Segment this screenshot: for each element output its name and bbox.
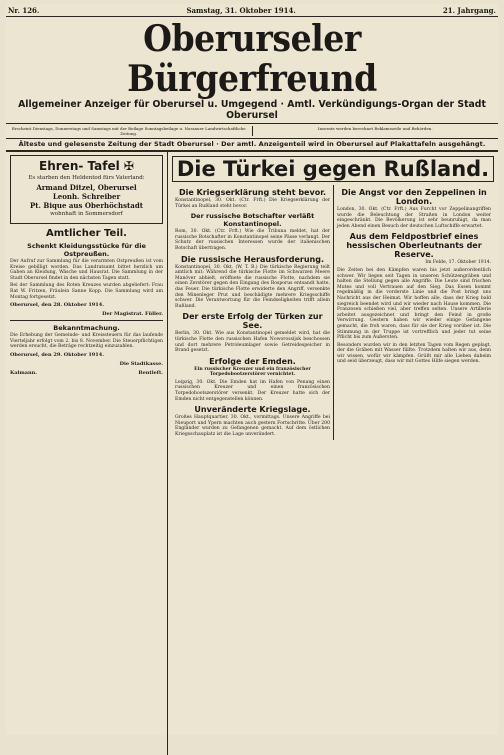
article-title: Die Angst vor den Zeppelinen in London.: [341, 188, 487, 206]
official-section-title: Amtlicher Teil.: [46, 228, 127, 239]
article-title: Die russische Herausforderung.: [180, 254, 324, 264]
info-right: Inserate werden berechnet Reklamezeile und Behörden.: [252, 126, 499, 136]
newspaper-page: [6, 4, 498, 735]
article-title: Unveränderte Kriegslage.: [194, 405, 311, 415]
iron-cross-icon: ✠: [123, 159, 134, 173]
honor-roll-intro: Es starben den Heldentod fürs Vaterland:: [28, 175, 145, 181]
article-title: Der russische Botschafter verläßt Konstantinopel.: [190, 212, 315, 229]
signature: [10, 352, 163, 358]
announcement-title: Bekanntmachung.: [53, 324, 120, 333]
main-subcolumns: [172, 185, 494, 440]
column-left: [6, 152, 168, 755]
article-title: Aus dem Feldpostbrief eines hessischen Oberleutnants der Reserve.: [346, 232, 482, 260]
masthead: Oberurseler Bürgerfreund: [127, 18, 377, 100]
signature-left: Kalmann.: [10, 369, 38, 376]
honor-note: wohnhaft in Sommersdorf: [50, 211, 123, 217]
article-text: Konstantinopel, 30. Okt. (Ctr. Frft.) Die Kriegserklärung der Türkei an Rußland steht bevor.: [175, 198, 330, 209]
subtitle: Allgemeiner Anzeiger für Oberursel u. Umgegend · Amtl. Verkündigungs-Organ der Stadt Oberursel: [6, 99, 498, 124]
info-bar: [6, 124, 498, 139]
columns: [6, 152, 498, 755]
signature-place: Oberursel, den 28. Oktober 1914.: [10, 302, 104, 309]
signature-right: Bentleft.: [138, 369, 163, 376]
column-main: [168, 152, 498, 755]
dateline: [6, 4, 498, 17]
article-text: Besonders wurden wir in den letzten Tagen vom Regen geplagt, der die Gräben mit Wasser füllte. Trotzdem halten wir aus, denn wir wissen, wofür wir kämpfen. Grüßt mir alle Lieben daheim und seid überzeugt, dass wir mit Gottes Hilfe siegen werden.: [337, 342, 491, 365]
issue-date: Samstag, 31. Oktober 1914.: [186, 6, 296, 15]
article-title: Die Kriegserklärung steht bevor.: [178, 188, 327, 197]
subcolumn-right: [333, 185, 494, 440]
signature: [10, 302, 163, 308]
honor-roll-title: [14, 159, 159, 173]
signature-name: Der Magistrat. Füller.: [102, 311, 163, 318]
honor-name: Pt. Bique aus Oberhöchstadt: [30, 201, 143, 210]
article-title: Erfolge der Emden.: [209, 356, 296, 366]
article-text: Berlin, 30. Okt. Wie aus Konstantinopel gemeldet wird, hat die türkische Flotte den russischen Hafen Noworossijsk beschossen und dort mehrere Petroleumlager sowie Getreidespeicher in Brand gesetzt.: [175, 331, 330, 354]
article-text: London, 30. Okt. (Ctr. Frft.) Aus Furcht vor Zeppelinangriffen wurde die Beleuchtung der Straßen in London weiter eingeschränkt. Die Bevölkerung ist sehr beunruhigt, da man jeden Abend einen Besuch der deutschen Luftschiffe erwartet.: [337, 207, 491, 229]
article-text: Leipzig, 30. Okt. Die Emden hat im Hafen von Penang einen russischen Kreuzer und einen französischen Torpedobootszerstörer versenkt. Der Kreuzer hatte sich der Emden nicht entgegenstellen können.: [175, 379, 330, 402]
signature: [10, 311, 163, 317]
letter-place: Im Felde, 17. Oktober 1914.: [425, 260, 491, 266]
article-title: Schenkt Kleidungsstücke für die Ostpreußen.: [27, 242, 146, 258]
article-text: Konstantinopel, 30. Okt. (W. T. B.) Die türkische Regierung teilt amtlich mit: Während die türkische Flotte im Schwarzen Meere Manöver abhielt, eröffnete die russische Flotte, nachdem sie einen Zerstörer gegen den Eingang des Bosporus entsandt hatte, das Feuer. Die türkische Flotte erwiderte den Angriff, versenkte den Minenleger Prut und beschädigte mehrere Kriegsschiffe schwer. Die Verantwortung für die Feindseligkeiten trifft allein Rußland.: [175, 264, 330, 309]
main-headline: Die Türkei gegen Rußland.: [172, 156, 494, 182]
issue-number: Nr. 126.: [8, 6, 40, 15]
honor-name: Armand Ditzel, Oberursel: [36, 183, 137, 192]
signature-name: Die Stadtkasse.: [119, 360, 163, 367]
article-text: Der Aufruf zur Sammlung für die verarmten Ostpreußen ist vom Kreise gebilligt worden. Das Landratsamt bittet herzlich um Gaben an Kleidung, Wäsche und Hausrat. Die Sammlung in der Stadt Oberursel findet in den nächsten Tagen statt.: [10, 259, 163, 281]
article-text: Die Zeiten bei den Kämpfen waren bis jetzt außerordentlich schwer. Wir liegen seit Tagen in unseren Schützengräben und halten die Stellung gegen alle Angriffe. Die Leute sind frischen Mutes und voll Vertrauen auf den Sieg. Das Essen kommt regelmäßig in die vorderste Linie und die Post bringt uns Nachricht aus der Heimat. Wir hoffen alle, dass der Krieg bald siegreich beendet wird und wir wieder nach Hause kommen. Die Franzosen schießen viel, aber treffen selten. Unsere Artillerie arbeitet ausgezeichnet und bringt den Feind in große Verwirrung. Gestern haben wir wieder einige Gefangene gemacht, die froh waren, dass für sie der Krieg vorüber ist. Die Stimmung in der Truppe ist vortrefflich und jeder tut seine Pflicht bis zum Äußersten.: [337, 267, 491, 341]
subcolumn-left: [172, 185, 333, 440]
info-left: Erscheint Dienstags, Donnerstags und Samstags mit der Beilage Sonntagsbeilage u. Nassauer Landwirtschaftliche Zeitung.: [11, 126, 246, 136]
article-text: Rom, 30. Okt. (Ctr. Frft.) Wie die Tribuna meldet, hat der russische Botschafter in Konstantinopel seine Pässe verlangt. Der Schutz der russischen Interessen wurde der italienischen Botschaft übertragen.: [175, 229, 330, 251]
banner: Älteste und gelesenste Zeitung der Stadt Oberursel · Der amtl. Anzeigenteil wird in Oberursel auf Plakattafeln ausgehängt.: [6, 139, 498, 152]
article-title: Der erste Erfolg der Türken zur See.: [182, 312, 323, 331]
article-text: Bei der Sammlung des Roten Kreuzes wurden abgeliefert: Frau Rat W. Fritzen, Fräulein Sanne Kopp. Die Sammlung wird am Montag fortgesetzt.: [10, 283, 163, 300]
signature: [10, 370, 163, 376]
divider: [10, 320, 163, 321]
article-subtitle: Ein russischer Kreuzer und ein französischer Torpedobootzerstörer vernichtet.: [194, 366, 311, 378]
volume: 21. Jahrgang.: [442, 6, 496, 15]
signature: [10, 361, 163, 367]
honor-roll: [10, 155, 163, 224]
honor-name: Leonh. Schreiber: [52, 192, 121, 201]
honor-roll-title-text: Ehren- Tafel: [39, 159, 120, 173]
signature-place: Oberursel, den 29. Oktober 1914.: [10, 351, 104, 358]
article-text: Die Erhebung der Gemeinde- und Kreissteuern für das laufende Vierteljahr erfolgt vom 2. bis 8. November. Die Steuerpflichtigen werden ersucht, die Beträge rechtzeitig einzuzahlen.: [10, 333, 163, 350]
article-text: Großes Hauptquartier, 30. Okt., vormittags. Unsere Angriffe bei Nieuport und Ypern machten auch gestern Fortschritte. Über 200 Engländer wurden zu Gefangenen gemacht. Auf dem östlichen Kriegsschauplatz ist die Lage unverändert.: [175, 415, 330, 438]
